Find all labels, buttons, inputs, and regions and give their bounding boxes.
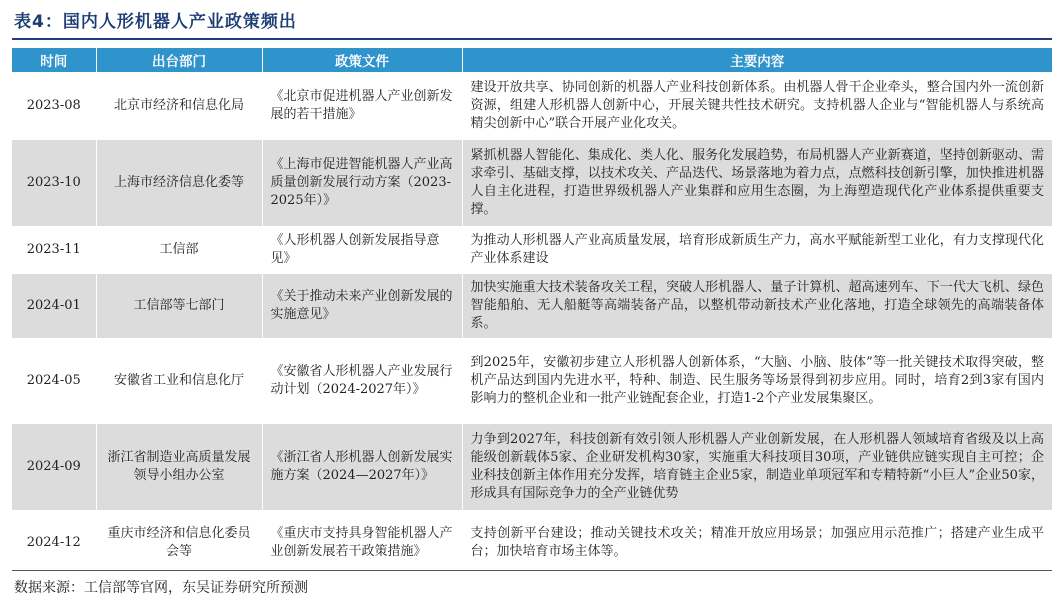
table-row — [12, 338, 1052, 424]
cell-doc: 《北京市促进机器人产业创新发展的若干措施》 — [262, 72, 462, 140]
cell-time: 2023-10 — [12, 140, 96, 226]
table-row — [12, 424, 1052, 510]
cell-content: 加快实施重大技术装备攻关工程，突破人形机器人、量子计算机、超高速列车、下一代大飞机、绿色智能船舶、无人船艇等高端装备产品，以整机带动新技术产业化落地，打造全球领先的高端装备体系。 — [462, 274, 1052, 338]
cell-content: 到2025年，安徽初步建立人形机器人创新体系，“大脑、小脑、肢体”等一批关键技术取得突破，整机产品达到国内先进水平，特种、制造、民生服务等场景得到初步应用。同时，培育2到3家有国内影响力的整机企业和一批产业链配套企业，打造1-2个产业发展集聚区。 — [462, 338, 1052, 424]
table-row — [12, 274, 1052, 338]
cell-doc: 《关于推动未来产业创新发展的实施意见》 — [262, 274, 462, 338]
cell-time: 2024-09 — [12, 424, 96, 510]
cell-content: 力争到2027年，科技创新有效引领人形机器人产业创新发展，在人形机器人领域培育省级及以上高能级创新载体5家、企业研发机构30家，实施重大科技项目30项，产业链供应链实现自主可控；企业科技创新主体作用充分发挥，培育链主企业5家，制造业单项冠军和专精特新“小巨人”企业50家，形成具有国际竞争力的全产业链优势 — [462, 424, 1052, 510]
header-doc: 政策文件 — [262, 48, 462, 72]
cell-doc: 《人形机器人创新发展指导意见》 — [262, 226, 462, 274]
table-title: 表4：国内人形机器人产业政策频出 — [14, 12, 297, 32]
header-time: 时间 — [12, 48, 96, 72]
header-dept: 出台部门 — [96, 48, 262, 72]
cell-doc: 《安徽省人形机器人产业发展行动计划（2024-2027年）》 — [262, 338, 462, 424]
table-bottom-divider — [12, 570, 1052, 571]
cell-doc: 《浙江省人形机器人创新发展实施方案（2024—2027年）》 — [262, 424, 462, 510]
table-row — [12, 510, 1052, 576]
cell-dept: 安徽省工业和信息化厅 — [96, 338, 262, 424]
cell-dept: 北京市经济和信息化局 — [96, 72, 262, 140]
cell-time: 2023-08 — [12, 72, 96, 140]
cell-doc: 《重庆市支持具身智能机器人产业创新发展若干政策措施》 — [262, 510, 462, 576]
header-content: 主要内容 — [462, 48, 1052, 72]
table-row — [12, 72, 1052, 140]
cell-content: 支持创新平台建设；推动关键技术攻关；精准开放应用场景；加强应用示范推广；搭建产业生成平台；加快培育市场主体等。 — [462, 510, 1052, 576]
cell-dept: 工信部等七部门 — [96, 274, 262, 338]
cell-content: 为推动人形机器人产业高质量发展，培育形成新质生产力，高水平赋能新型工业化，有力支撑现代化产业体系建设 — [462, 226, 1052, 274]
cell-time: 2024-05 — [12, 338, 96, 424]
table-row — [12, 140, 1052, 226]
cell-content: 紧抓机器人智能化、集成化、类人化、服务化发展趋势，布局机器人产业新赛道，坚持创新驱动、需求牵引、基础支撑，以技术攻关、产品迭代、场景落地为着力点，点燃科技创新引擎，加快推进机器人自主化进程，打造世界级机器人产业集群和应用生态圈，为上海塑造现代化产业体系提供重要支撑。 — [462, 140, 1052, 226]
cell-dept: 重庆市经济和信息化委员会等 — [96, 510, 262, 576]
cell-doc: 《上海市促进智能机器人产业高质量创新发展行动方案（2023-2025年）》 — [262, 140, 462, 226]
cell-dept: 浙江省制造业高质量发展领导小组办公室 — [96, 424, 262, 510]
cell-dept: 工信部 — [96, 226, 262, 274]
cell-time: 2024-01 — [12, 274, 96, 338]
cell-dept: 上海市经济信息化委等 — [96, 140, 262, 226]
title-divider — [12, 38, 1052, 40]
table-header-row — [12, 48, 1052, 72]
source-note: 数据来源：工信部等官网，东吴证券研究所预测 — [14, 580, 308, 596]
table-row — [12, 226, 1052, 274]
policy-table — [12, 48, 1052, 576]
cell-content: 建设开放共享、协同创新的机器人产业科技创新体系。由机器人骨干企业牵头，整合国内外一流创新资源，组建人形机器人创新中心，开展关键共性技术研究。支持机器人企业与“智能机器人与系统高精尖创新中心”联合开展产业化攻关。 — [462, 72, 1052, 140]
cell-time: 2023-11 — [12, 226, 96, 274]
cell-time: 2024-12 — [12, 510, 96, 576]
